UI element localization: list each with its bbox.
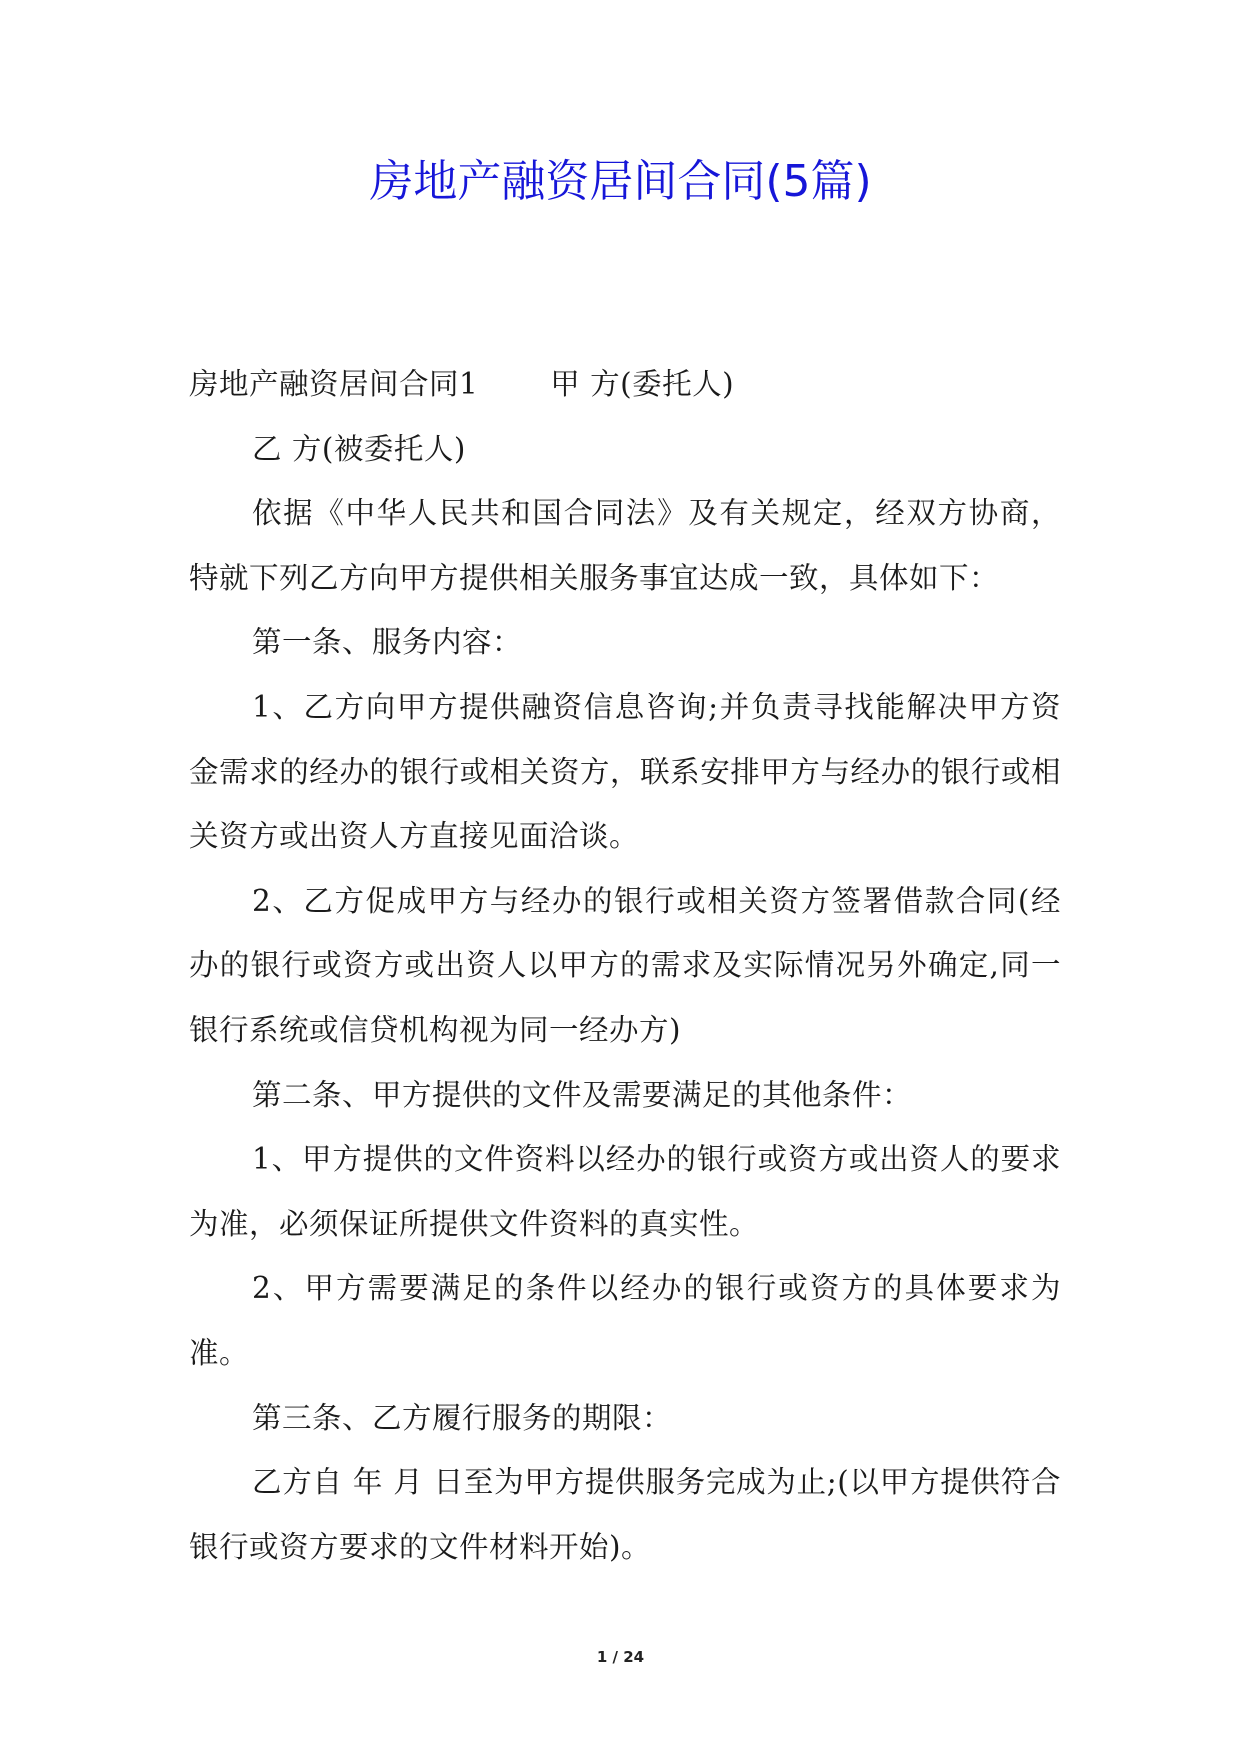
paragraph: 乙 方(被委托人) bbox=[252, 431, 466, 466]
paragraph: 依据《中华人民共和国合同法》及有关规定，经双方协商，特就下列乙方向甲方提供相关服务事宜达成一致，具体如下： bbox=[189, 496, 1061, 595]
document-title: 房地产融资居间合同(5篇) bbox=[369, 156, 872, 207]
paragraph: 乙方自 年 月 日至为甲方提供服务完成为止;(以甲方提供符合银行或资方要求的文件材料开始)。 bbox=[189, 1465, 1061, 1564]
paragraph: 1、乙方向甲方提供融资信息咨询;并负责寻找能解决甲方资金需求的经办的银行或相关资方，联系安排甲方与经办的银行或相关资方或出资人方直接见面洽谈。 bbox=[189, 689, 1061, 854]
paragraph: 2、乙方促成甲方与经办的银行或相关资方签署借款合同(经办的银行或资方或出资人以甲方的需求及实际情况另外确定,同一银行系统或信贷机构视为同一经办方) bbox=[189, 883, 1061, 1047]
contract-heading: 房地产融资居间合同1 bbox=[189, 367, 479, 401]
paragraph: 第二条、甲方提供的文件及需要满足的其他条件： bbox=[252, 1077, 913, 1112]
opening-line bbox=[189, 352, 1061, 417]
document-body bbox=[189, 352, 1061, 1579]
party-a-label: 甲 方(委托人) bbox=[550, 367, 735, 401]
paragraph: 1、甲方提供的文件资料以经办的银行或资方或出资人的要求为准，必须保证所提供文件资料的真实性。 bbox=[189, 1142, 1061, 1241]
page-number: 1 / 24 bbox=[596, 1648, 645, 1666]
paragraph: 第三条、乙方履行服务的期限： bbox=[252, 1400, 673, 1435]
paragraph: 第一条、服务内容： bbox=[252, 625, 523, 660]
paragraph: 2、甲方需要满足的条件以经办的银行或资方的具体要求为准。 bbox=[189, 1271, 1061, 1370]
